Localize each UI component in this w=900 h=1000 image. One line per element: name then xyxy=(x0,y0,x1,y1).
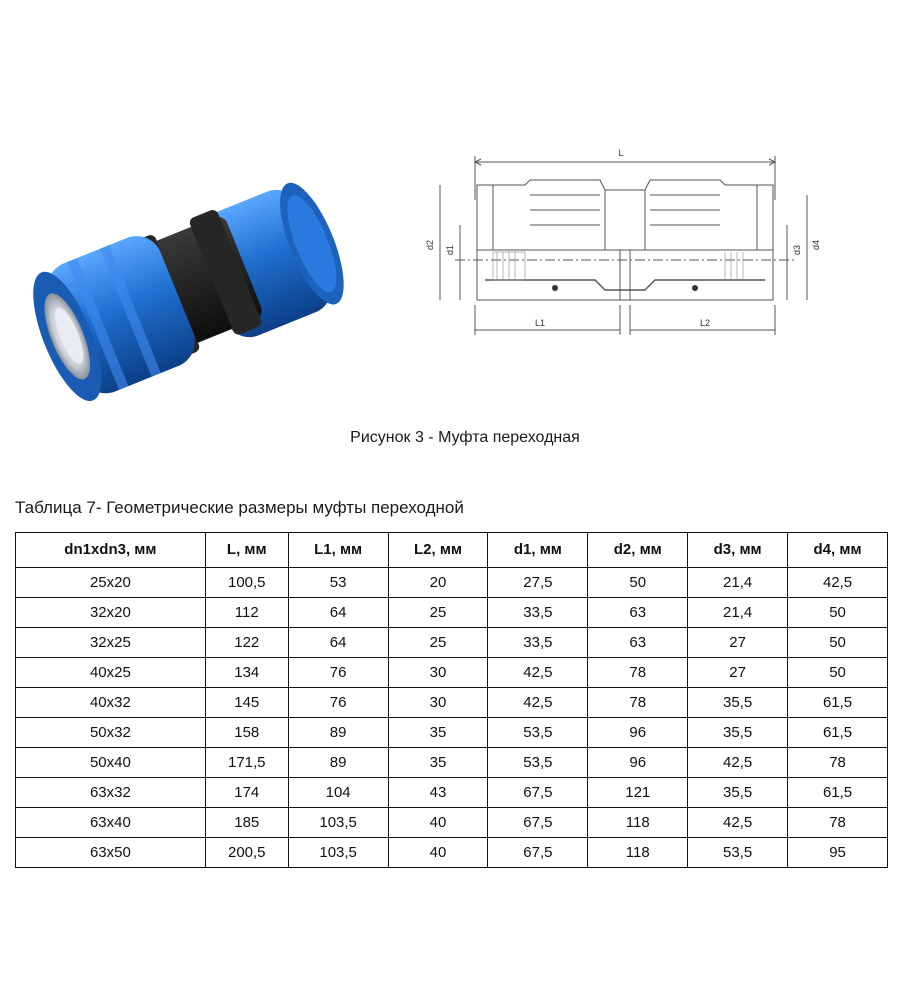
table-cell: 43 xyxy=(388,778,488,808)
table-cell: 40х32 xyxy=(16,688,206,718)
table-cell: 76 xyxy=(288,688,388,718)
label-d3: d3 xyxy=(792,244,802,255)
table-cell: 67,5 xyxy=(488,808,588,838)
table-title: Таблица 7- Геометрические размеры муфты переходной xyxy=(15,498,464,517)
table-row xyxy=(16,838,888,868)
header-dn1xdn3: dn1xdn3, мм xyxy=(16,533,206,568)
table-cell: 67,5 xyxy=(488,838,588,868)
table-cell: 112 xyxy=(205,598,288,628)
table-cell: 53,5 xyxy=(688,838,788,868)
table-cell: 89 xyxy=(288,748,388,778)
table-cell: 103,5 xyxy=(288,808,388,838)
table-cell: 25х20 xyxy=(16,568,206,598)
table-cell: 78 xyxy=(788,808,888,838)
table-cell: 61,5 xyxy=(788,718,888,748)
table-cell: 78 xyxy=(788,748,888,778)
table-cell: 42,5 xyxy=(688,808,788,838)
table-cell: 100,5 xyxy=(205,568,288,598)
table-cell: 30 xyxy=(388,658,488,688)
table-cell: 20 xyxy=(388,568,488,598)
table-cell: 50х40 xyxy=(16,748,206,778)
table-row xyxy=(16,808,888,838)
table-cell: 67,5 xyxy=(488,778,588,808)
table-cell: 27,5 xyxy=(488,568,588,598)
table-cell: 42,5 xyxy=(688,748,788,778)
label-L1: L1 xyxy=(534,318,546,328)
table-cell: 76 xyxy=(288,658,388,688)
table-row xyxy=(16,598,888,628)
table-cell: 27 xyxy=(688,658,788,688)
table-cell: 25 xyxy=(388,598,488,628)
technical-drawing xyxy=(415,140,825,350)
coupling-photo xyxy=(30,160,360,410)
table-cell: 118 xyxy=(588,808,688,838)
table-cell: 53,5 xyxy=(488,748,588,778)
table-cell: 145 xyxy=(205,688,288,718)
header-d3: d3, мм xyxy=(688,533,788,568)
table-cell: 33,5 xyxy=(488,628,588,658)
table-cell: 42,5 xyxy=(488,658,588,688)
label-d2: d2 xyxy=(425,239,435,250)
table-cell: 118 xyxy=(588,838,688,868)
table-cell: 50 xyxy=(788,658,888,688)
table-cell: 96 xyxy=(588,748,688,778)
label-L: L xyxy=(618,148,624,158)
table-cell: 96 xyxy=(588,718,688,748)
table-cell: 35,5 xyxy=(688,688,788,718)
header-L1: L1, мм xyxy=(288,533,388,568)
table-row xyxy=(16,778,888,808)
table-cell: 103,5 xyxy=(288,838,388,868)
table-cell: 35 xyxy=(388,748,488,778)
table-cell: 104 xyxy=(288,778,388,808)
table-row xyxy=(16,568,888,598)
dimensions-table xyxy=(15,532,888,868)
table-body xyxy=(16,568,888,868)
table-cell: 63х50 xyxy=(16,838,206,868)
table-cell: 50 xyxy=(788,598,888,628)
table-cell: 78 xyxy=(588,688,688,718)
table-cell: 185 xyxy=(205,808,288,838)
table-row xyxy=(16,748,888,778)
table-cell: 32х20 xyxy=(16,598,206,628)
table-row xyxy=(16,688,888,718)
table-cell: 89 xyxy=(288,718,388,748)
table-header-row xyxy=(16,533,888,568)
table-row xyxy=(16,658,888,688)
table-cell: 40х25 xyxy=(16,658,206,688)
label-d1: d1 xyxy=(445,244,455,255)
table-cell: 134 xyxy=(205,658,288,688)
header-L: L, мм xyxy=(205,533,288,568)
table-cell: 53,5 xyxy=(488,718,588,748)
table-cell: 30 xyxy=(388,688,488,718)
header-L2: L2, мм xyxy=(388,533,488,568)
table-cell: 25 xyxy=(388,628,488,658)
table-cell: 61,5 xyxy=(788,778,888,808)
table-cell: 42,5 xyxy=(788,568,888,598)
label-L2: L2 xyxy=(699,318,711,328)
table-cell: 50 xyxy=(588,568,688,598)
table-row xyxy=(16,628,888,658)
table-cell: 27 xyxy=(688,628,788,658)
table-cell: 42,5 xyxy=(488,688,588,718)
table-cell: 63х32 xyxy=(16,778,206,808)
table-cell: 40 xyxy=(388,838,488,868)
table-cell: 78 xyxy=(588,658,688,688)
table-cell: 32х25 xyxy=(16,628,206,658)
table-cell: 50 xyxy=(788,628,888,658)
table-cell: 61,5 xyxy=(788,688,888,718)
table-cell: 174 xyxy=(205,778,288,808)
table-cell: 95 xyxy=(788,838,888,868)
table-cell: 64 xyxy=(288,598,388,628)
table-cell: 171,5 xyxy=(205,748,288,778)
table-cell: 63 xyxy=(588,598,688,628)
table-cell: 63 xyxy=(588,628,688,658)
table-cell: 122 xyxy=(205,628,288,658)
table-cell: 21,4 xyxy=(688,598,788,628)
table-cell: 40 xyxy=(388,808,488,838)
header-d2: d2, мм xyxy=(588,533,688,568)
table-cell: 158 xyxy=(205,718,288,748)
table-cell: 35 xyxy=(388,718,488,748)
table-cell: 63х40 xyxy=(16,808,206,838)
table-row xyxy=(16,718,888,748)
table-cell: 35,5 xyxy=(688,718,788,748)
table-cell: 35,5 xyxy=(688,778,788,808)
header-d4: d4, мм xyxy=(788,533,888,568)
table-cell: 121 xyxy=(588,778,688,808)
header-d1: d1, мм xyxy=(488,533,588,568)
figure-caption: Рисунок 3 - Муфта переходная xyxy=(350,429,580,446)
table-cell: 33,5 xyxy=(488,598,588,628)
table-cell: 21,4 xyxy=(688,568,788,598)
table-cell: 64 xyxy=(288,628,388,658)
table-cell: 53 xyxy=(288,568,388,598)
label-d4: d4 xyxy=(811,239,821,250)
table-cell: 200,5 xyxy=(205,838,288,868)
table-cell: 50х32 xyxy=(16,718,206,748)
